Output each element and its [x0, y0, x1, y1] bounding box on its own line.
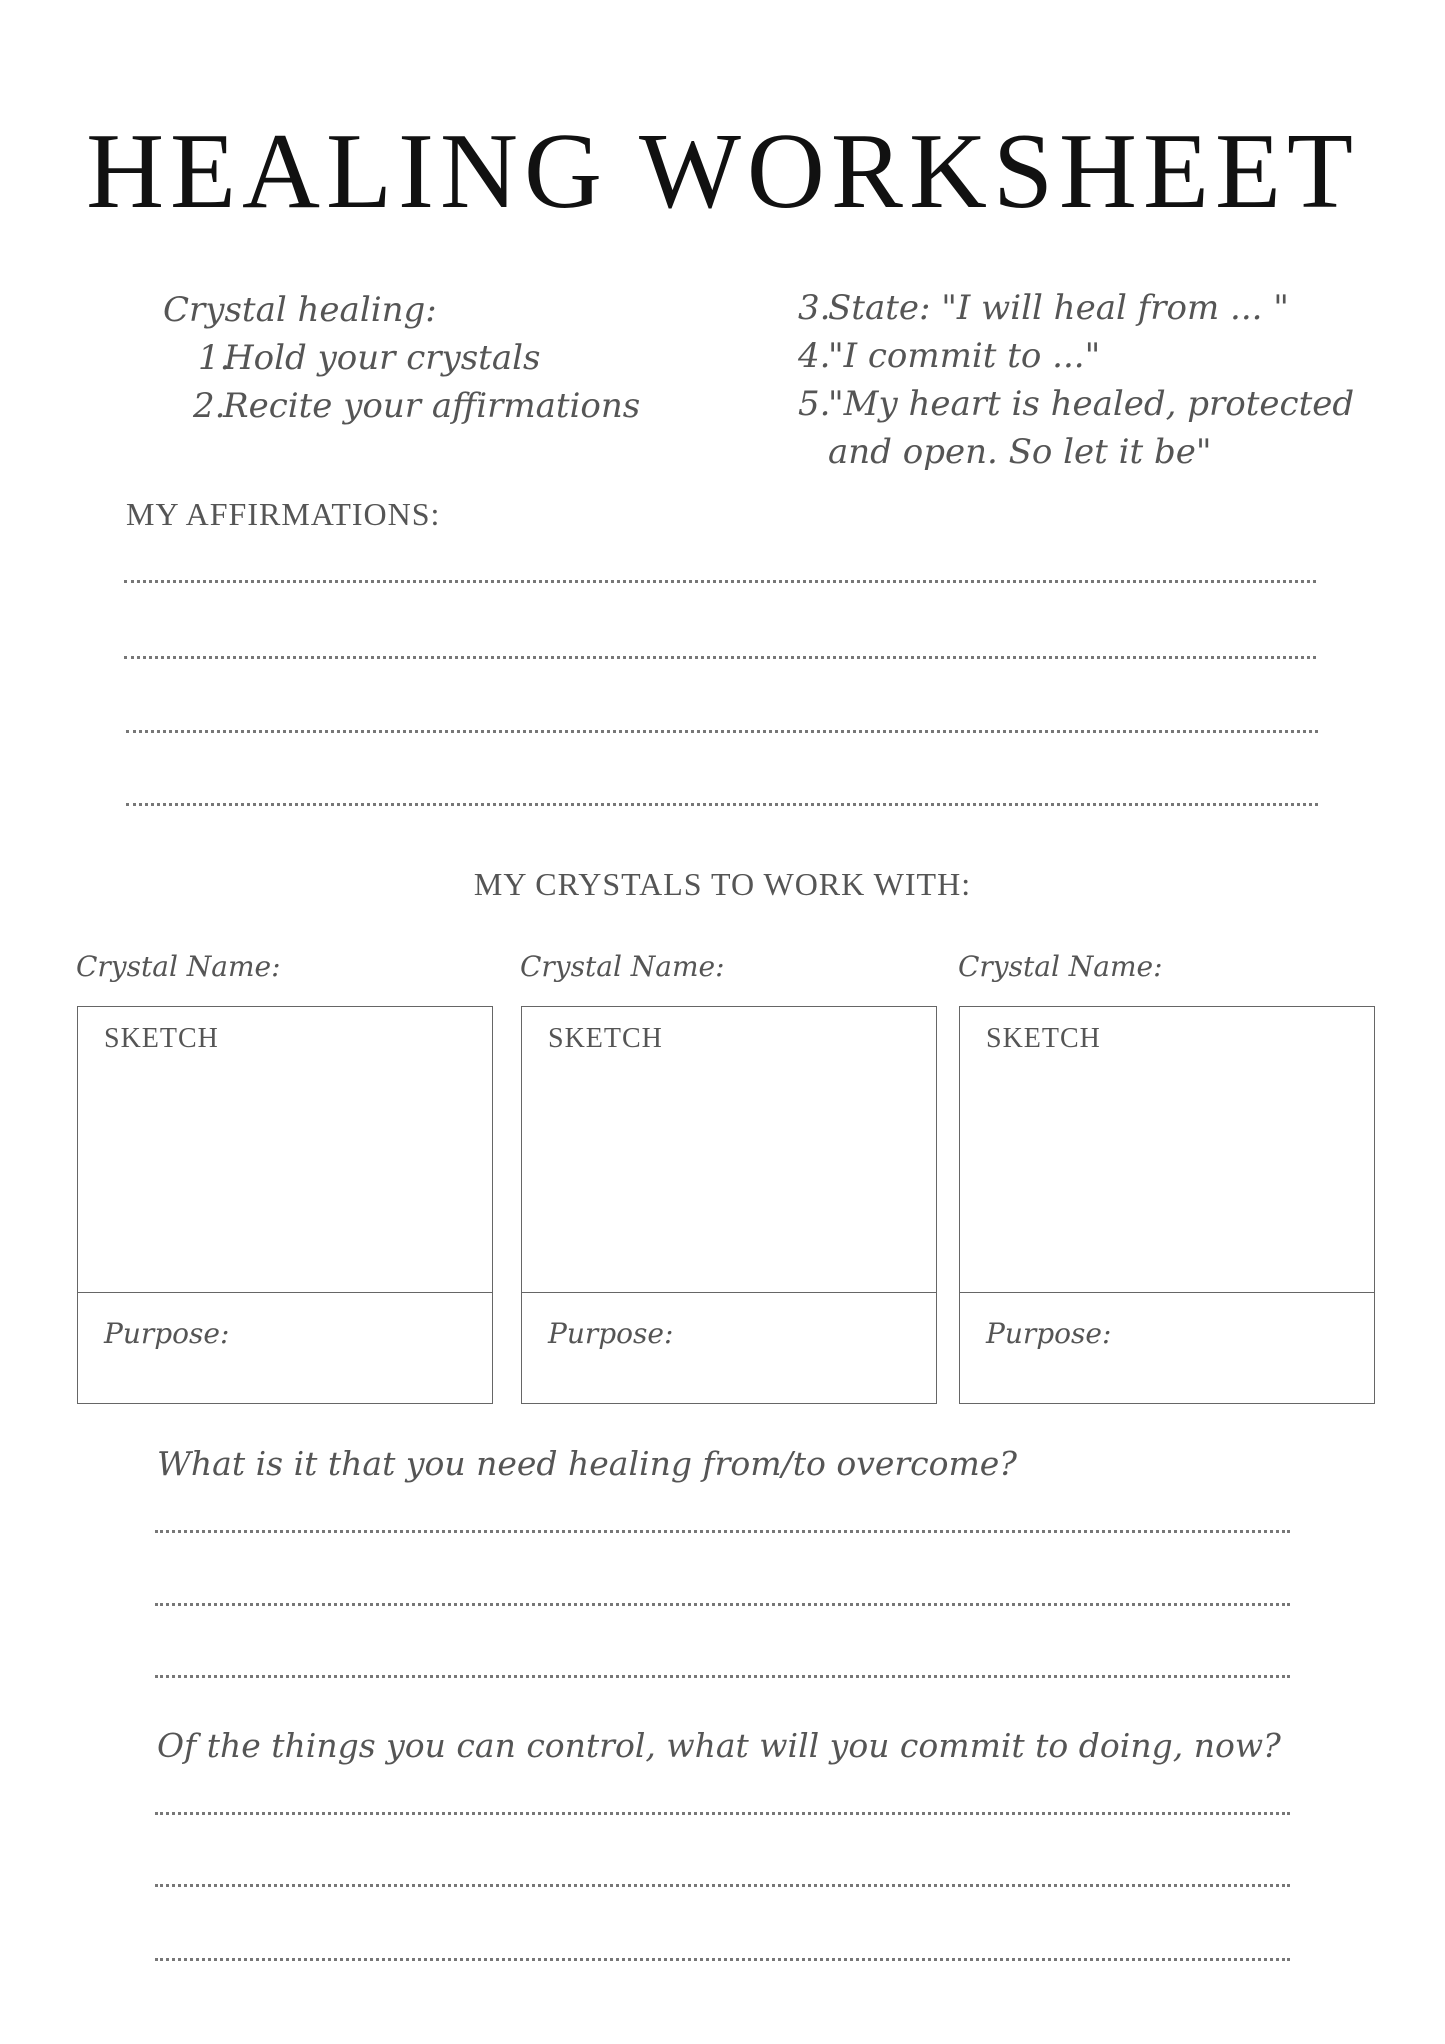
crystal-name-label: Crystal Name: — [958, 950, 1163, 983]
instruction-step-2 — [193, 382, 640, 430]
affirmation-line-4[interactable] — [126, 803, 1318, 806]
crystals-heading: MY CRYSTALS TO WORK WITH: — [473, 866, 972, 902]
page-title: HEALING WORKSHEET — [86, 112, 1359, 231]
step-number: 2. — [193, 386, 226, 426]
sketch-area-label: SKETCH — [548, 1023, 663, 1054]
sketch-area-label: SKETCH — [986, 1023, 1101, 1054]
affirmations-heading: MY AFFIRMATIONS: — [126, 496, 441, 532]
answer-line-2[interactable] — [155, 1603, 1290, 1606]
card-divider — [960, 1292, 1374, 1293]
instruction-step-5 — [798, 380, 1354, 428]
answer-line-1[interactable] — [155, 1530, 1290, 1533]
card-divider — [522, 1292, 936, 1293]
question-commitment: Of the things you can control, what will you commit to doing, now? — [157, 1726, 1281, 1765]
purpose-label: Purpose: — [986, 1317, 1112, 1350]
step-text: "I commit to ..." — [828, 336, 1101, 376]
answer-line-6[interactable] — [155, 1958, 1290, 1961]
step-number: 4. — [798, 336, 831, 376]
step-number: 5. — [798, 384, 831, 424]
step-number: 1. — [198, 338, 231, 378]
sketch-area-label: SKETCH — [104, 1023, 219, 1054]
step-text: "My heart is healed, protected — [828, 384, 1355, 424]
purpose-label: Purpose: — [104, 1317, 230, 1350]
crystal-card-3 — [959, 1006, 1375, 1404]
step-text: Hold your crystals — [224, 338, 541, 378]
question-healing: What is it that you need healing from/to overcome? — [157, 1444, 1017, 1483]
crystal-card-1 — [77, 1006, 493, 1404]
crystal-card-2 — [521, 1006, 937, 1404]
affirmation-line-2[interactable] — [124, 656, 1316, 659]
answer-line-3[interactable] — [155, 1675, 1290, 1678]
instruction-step-5-continued: and open. So let it be" — [828, 432, 1212, 472]
crystal-name-label: Crystal Name: — [520, 950, 725, 983]
step-text: State: "I will heal from ... " — [828, 288, 1289, 328]
instruction-step-1 — [198, 334, 540, 382]
affirmation-line-3[interactable] — [126, 730, 1318, 733]
instruction-step-3 — [798, 284, 1289, 332]
purpose-label: Purpose: — [548, 1317, 674, 1350]
affirmation-line-1[interactable] — [124, 580, 1316, 583]
step-number: 3. — [798, 288, 831, 328]
instructions-heading: Crystal healing: — [163, 290, 437, 330]
answer-line-4[interactable] — [155, 1812, 1290, 1815]
card-divider — [78, 1292, 492, 1293]
instruction-step-4 — [798, 332, 1100, 380]
crystal-name-label: Crystal Name: — [76, 950, 281, 983]
step-text: Recite your affirmations — [223, 386, 641, 426]
answer-line-5[interactable] — [155, 1884, 1290, 1887]
